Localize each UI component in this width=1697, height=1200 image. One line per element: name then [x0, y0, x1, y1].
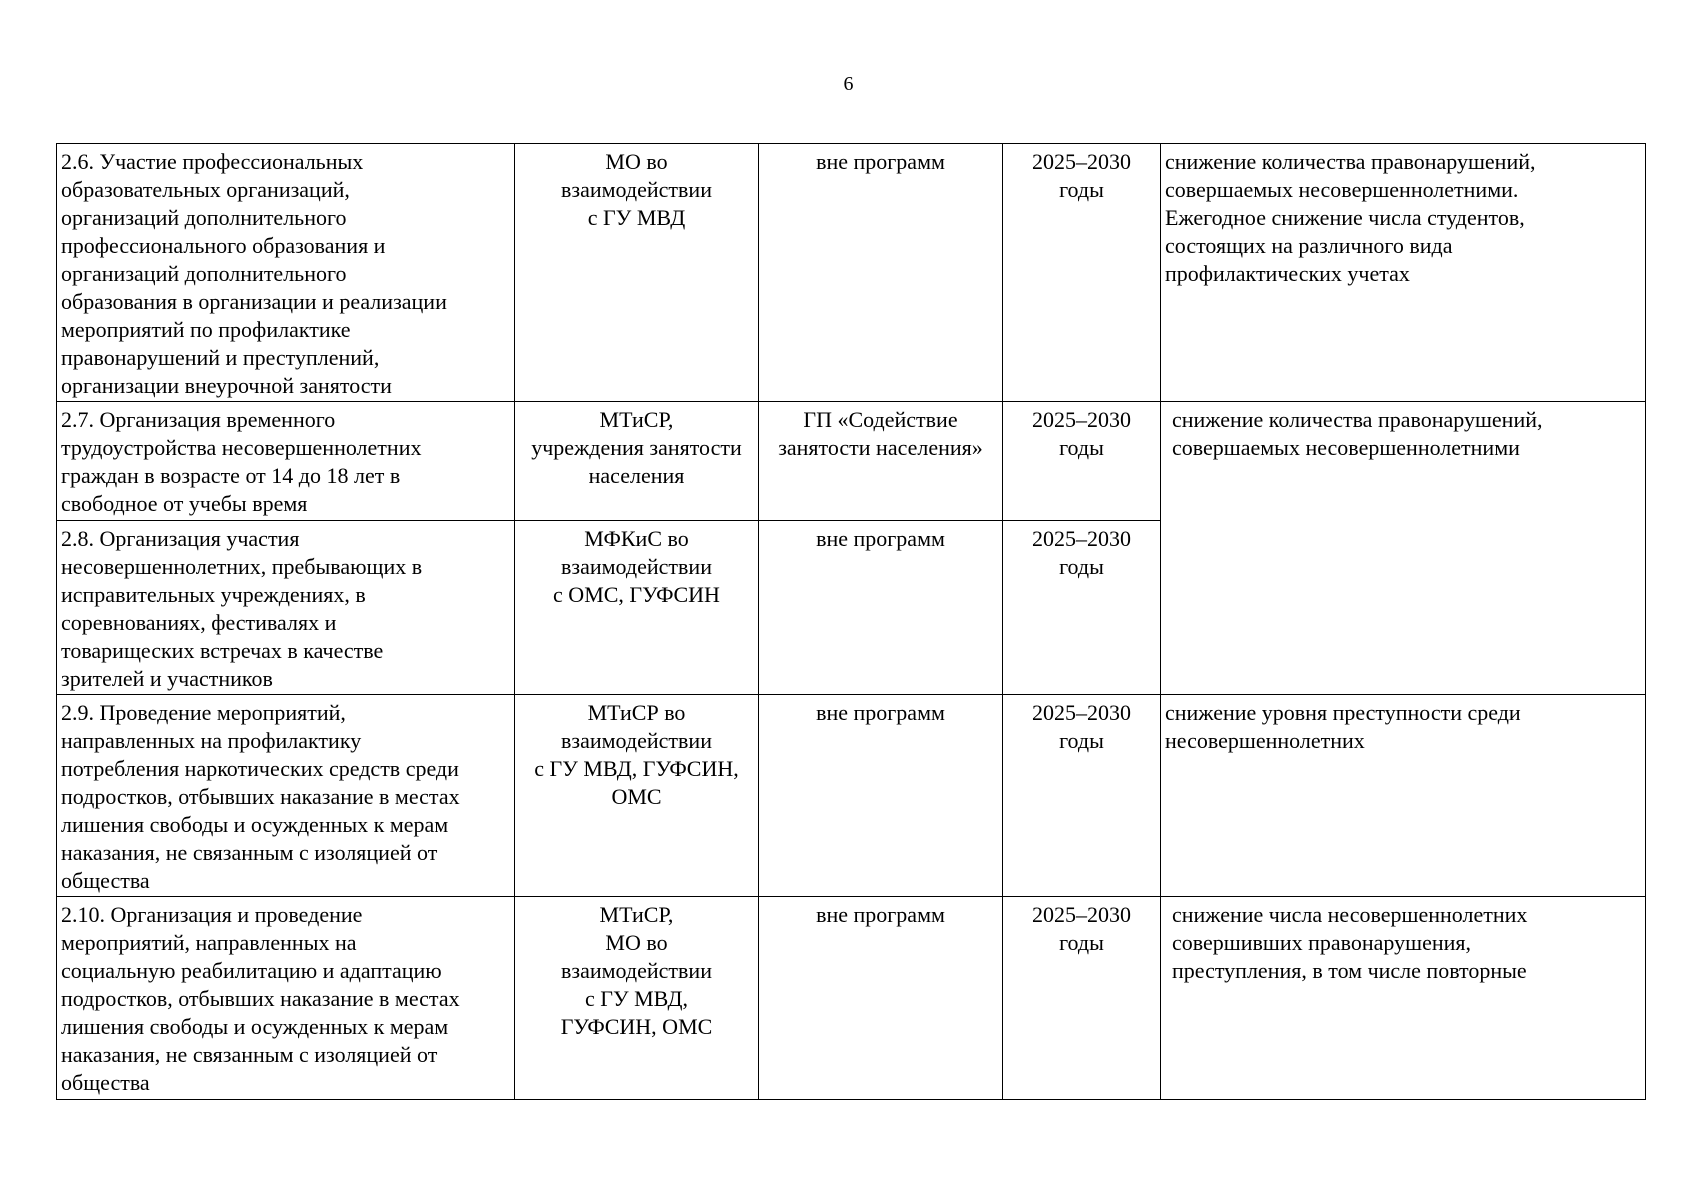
- financing-cell: ГП «Содействие занятости населения»: [759, 402, 1003, 521]
- executor-cell: МФКиС во взаимодействии с ОМС, ГУФСИН: [515, 521, 759, 695]
- result-cell: снижение количества правонарушений, совершаемых несовершеннолетними. Ежегодное снижение числа студентов, состоящих на различного вида профилактических учетах: [1161, 144, 1646, 402]
- executor-cell: МТиСР во взаимодействии с ГУ МВД, ГУФСИН, ОМС: [515, 695, 759, 897]
- result-cell: снижение числа несовершеннолетних совершивших правонарушения, преступления, в том числе повторные: [1161, 897, 1646, 1100]
- term-cell: 2025–2030 годы: [1003, 695, 1161, 897]
- measure-cell: 2.10. Организация и проведение мероприятий, направленных на социальную реабилитацию и адаптацию подростков, отбывших наказание в местах лишения свободы и осужденных к мерам наказания, не связанным с изоляцией от общества: [57, 897, 515, 1100]
- executor-cell: МТиСР, МО во взаимодействии с ГУ МВД, ГУФСИН, ОМС: [515, 897, 759, 1100]
- table-row: [57, 897, 1646, 1100]
- term-cell: 2025–2030 годы: [1003, 521, 1161, 695]
- table-row: [57, 144, 1646, 402]
- term-cell: 2025–2030 годы: [1003, 144, 1161, 402]
- page-number: 6: [843, 73, 854, 95]
- result-cell: снижение количества правонарушений, совершаемых несовершеннолетними: [1161, 402, 1646, 695]
- financing-cell: вне программ: [759, 695, 1003, 897]
- financing-cell: вне программ: [759, 144, 1003, 402]
- measure-cell: 2.6. Участие профессиональных образовательных организаций, организаций дополнительного профессионального образования и организаций дополнительного образования в организации и реализации мероприятий по профилактике правонарушений и преступлений, организации внеурочной занятости: [57, 144, 515, 402]
- table-row: [57, 695, 1646, 897]
- financing-cell: вне программ: [759, 521, 1003, 695]
- measure-cell: 2.8. Организация участия несовершеннолетних, пребывающих в исправительных учреждениях, в соревнованиях, фестивалях и товарищеских встречах в качестве зрителей и участников: [57, 521, 515, 695]
- term-cell: 2025–2030 годы: [1003, 402, 1161, 521]
- measure-cell: 2.9. Проведение мероприятий, направленных на профилактику потребления наркотических средств среди подростков, отбывших наказание в местах лишения свободы и осужденных к мерам наказания, не связанным с изоляцией от общества: [57, 695, 515, 897]
- term-cell: 2025–2030 годы: [1003, 897, 1161, 1100]
- result-cell: снижение уровня преступности среди несовершеннолетних: [1161, 695, 1646, 897]
- measures-table: [56, 143, 1646, 1100]
- table-row: [57, 402, 1646, 521]
- measure-cell: 2.7. Организация временного трудоустройства несовершеннолетних граждан в возрасте от 14 до 18 лет в свободное от учебы время: [57, 402, 515, 521]
- financing-cell: вне программ: [759, 897, 1003, 1100]
- executor-cell: МО во взаимодействии с ГУ МВД: [515, 144, 759, 402]
- executor-cell: МТиСР, учреждения занятости населения: [515, 402, 759, 521]
